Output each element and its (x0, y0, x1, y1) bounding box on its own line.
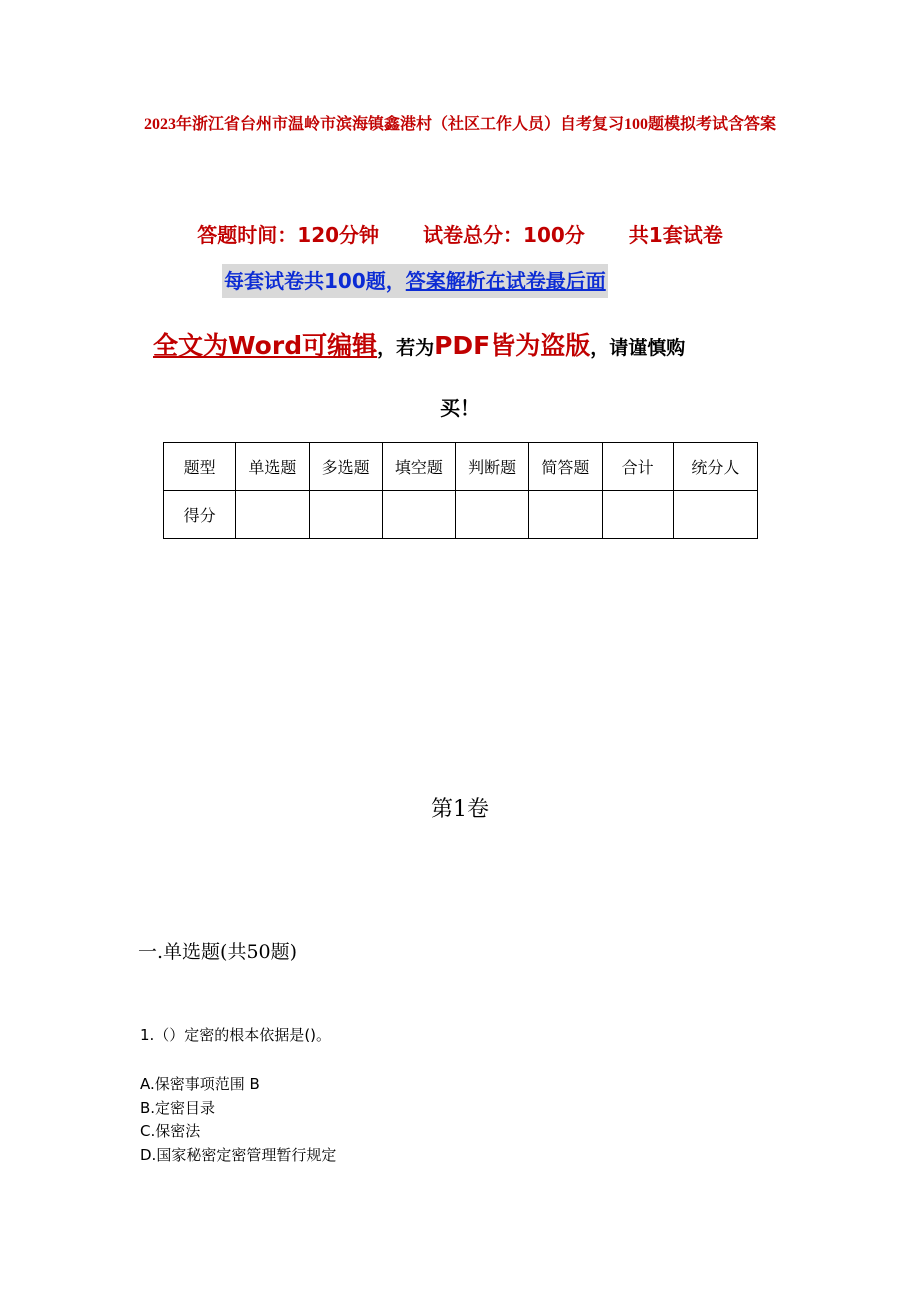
edit-notice-word: 全文为Word可编辑 (153, 331, 378, 360)
question-options (140, 1073, 336, 1167)
volume-heading: 第1卷 (431, 797, 489, 822)
score-table-header-cell: 填空题 (382, 443, 455, 491)
score-table-header-cell: 判断题 (456, 443, 529, 491)
edit-notice (153, 326, 685, 362)
exam-total-score: 试卷总分：100分 (423, 223, 585, 247)
exam-time: 答题时间：120分钟 (197, 223, 380, 247)
score-table-cell (673, 491, 757, 539)
score-table-header-row (164, 443, 758, 491)
option-b: B.定密目录 (140, 1098, 216, 1117)
question-text: 1.（）定密的根本依据是()。 (140, 1026, 332, 1044)
score-table-cell: 得分 (164, 491, 236, 539)
notice-part-2: 答案解析在试卷最后面 (405, 269, 606, 293)
exam-meta (0, 219, 920, 248)
score-table-cell (382, 491, 455, 539)
edit-notice-pdf: PDF皆为盗版 (434, 331, 591, 360)
exam-set-count: 共1套试卷 (628, 223, 723, 247)
option-c: C.保密法 (140, 1122, 201, 1140)
score-table-cell (236, 491, 309, 539)
score-table-header-cell: 多选题 (309, 443, 382, 491)
score-table-cell (529, 491, 602, 539)
score-table-cell (309, 491, 382, 539)
document-title: 2023年浙江省台州市温岭市滨海镇鑫港村（社区工作人员）自考复习100题模拟考试含答案 (143, 116, 776, 133)
notice-part-1: 每套试卷共100题， (224, 269, 406, 293)
score-table (163, 442, 758, 539)
section-heading: 一.单选题(共50题) (138, 941, 298, 963)
score-table-header-cell: 合计 (602, 443, 673, 491)
score-table-header-cell: 单选题 (236, 443, 309, 491)
score-table-header-cell: 题型 (164, 443, 236, 491)
score-table-header-cell: 统分人 (673, 443, 757, 491)
score-table-score-row (164, 491, 758, 539)
option-d: D.国家秘密定密管理暂行规定 (140, 1145, 337, 1164)
edit-notice-buy: 买！ (440, 396, 480, 420)
score-table-cell (456, 491, 529, 539)
score-table-header-cell: 简答题 (529, 443, 602, 491)
option-a: A.保密事项范围 B (140, 1075, 260, 1093)
edit-notice-caution: ，请谨慎购 (590, 337, 686, 359)
question-count-notice (222, 264, 608, 298)
score-table-cell (602, 491, 673, 539)
edit-notice-if: ，若为 (377, 337, 435, 359)
